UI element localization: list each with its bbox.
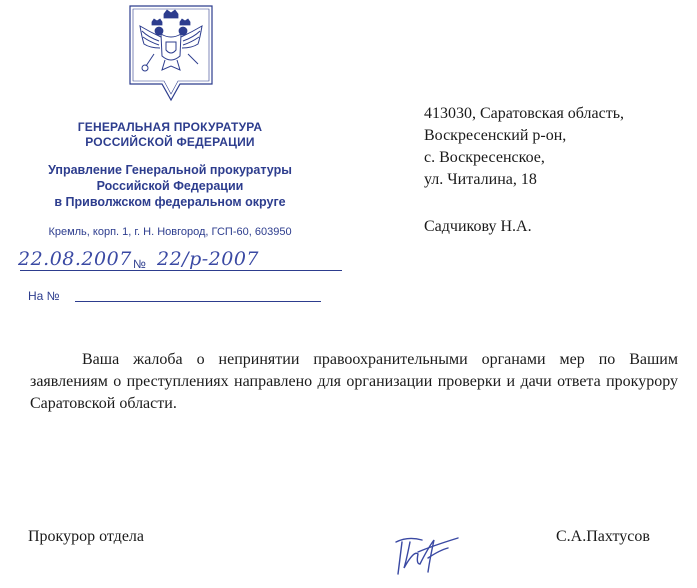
department-name-line2: Российской Федерации (96, 179, 244, 193)
department-name-line1: Управление Генеральной прокуратуры (48, 163, 292, 177)
recipient-name: Садчикову Н.А. (424, 218, 532, 235)
recipient-address-line: 413030, Саратовская область, (424, 105, 625, 122)
letter-body: Ваша жалоба о непринятии правоохранительными органами мер по Вашим заявлениям о преступлениях направлено для организации проверки и дачи ответа прокурору Саратовской области. (30, 351, 678, 412)
organization-name-line1: ГЕНЕРАЛЬНАЯ ПРОКУРАТУРА (77, 120, 263, 134)
handwritten-number: 22/р-2007 (157, 248, 260, 270)
number-label: № (133, 257, 146, 271)
handwritten-date: 22.08.2007 (18, 248, 132, 270)
reply-reference-label: На № (28, 289, 60, 303)
sender-address: Кремль, корп. 1, г. Н. Новгород, ГСП-60, 603950 (48, 226, 292, 238)
handwritten-signature-icon (388, 528, 468, 580)
organization-name-line2: РОССИЙСКОЙ ФЕДЕРАЦИИ (85, 135, 255, 149)
coat-of-arms-emblem-icon (120, 4, 222, 106)
signatory-position: Прокурор отдела (28, 528, 144, 545)
date-number-underline (20, 270, 342, 271)
recipient-address-line: с. Воскресенское, (424, 149, 545, 166)
reply-reference-underline (75, 301, 321, 302)
recipient-address-line: Воскресенский р-он, (424, 127, 567, 144)
signatory-name: С.А.Пахтусов (556, 528, 650, 545)
department-name-line3: в Приволжском федеральном округе (54, 195, 286, 209)
recipient-address-line: ул. Читалина, 18 (424, 171, 537, 188)
